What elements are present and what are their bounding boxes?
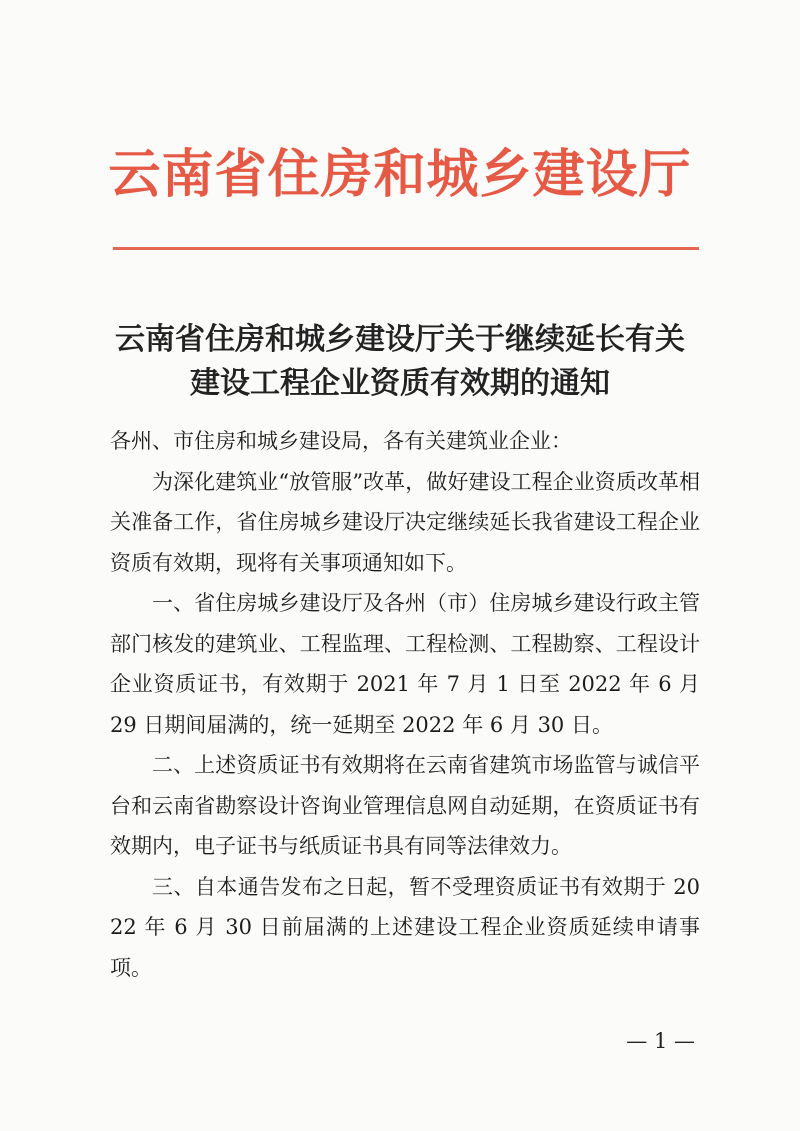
page-number: — 1 — — [626, 1029, 695, 1053]
paragraph-intro: 为深化建筑业“放管服”改革，做好建设工程企业资质改革相关准备工作，省住房城乡建设厅决定继续延长我省建设工程企业资质有效期，现将有关事项通知如下。 — [110, 469, 700, 575]
paragraph-item-2: 二、上述资质证书有效期将在云南省建筑市场监管与诚信平台和云南省勘察设计咨询业管理信息网自动延期，在资质证书有效期内，电子证书与纸质证书具有同等法律效力。 — [110, 753, 700, 858]
document-title-line-2: 建设工程企业资质有效期的通知 — [190, 366, 610, 401]
header-red-rule — [113, 247, 699, 250]
paragraph-item-3: 三、自本通告发布之日起，暂不受理资质证书有效期于 2022 年 6 月 30 日前届满的上述建设工程企业资质延续申请事项。 — [110, 874, 700, 980]
document-title-line-1: 云南省住房和城乡建设厅关于继续延长有关 — [115, 322, 685, 357]
document-title — [0, 318, 800, 406]
document-body — [110, 421, 700, 988]
agency-header-title: 云南省住房和城乡建设厅 — [108, 144, 692, 205]
paragraph-item-1: 一、省住房城乡建设厅及各州（市）住房城乡建设行政主管部门核发的建筑业、工程监理、工程检测、工程勘察、工程设计企业资质证书，有效期于 2021 年 7 月 1 日至 2022 年 6 月 29 日期间届满的，统一延期至 2022 年 6 月 30 日。 — [110, 591, 700, 737]
salutation: 各州、市住房和城乡建设局，各有关建筑业企业： — [110, 429, 572, 453]
